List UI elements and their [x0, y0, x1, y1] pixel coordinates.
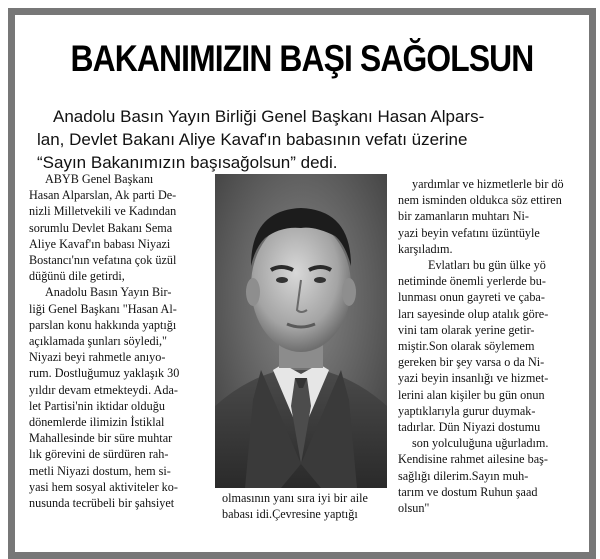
- text-line: olmasının yanı sıra iyi bir aile: [222, 491, 368, 505]
- text-line: lık görevini de sürdüren rah-: [29, 447, 169, 462]
- text-line: yasi hem sosyal aktiviteler ko-: [29, 479, 178, 494]
- text-line: sorumlu Devlet Bakanı Sema: [29, 220, 173, 235]
- text-line: karşıladım.: [398, 241, 453, 256]
- portrait-photo: [215, 174, 387, 488]
- text-line: metli Niyazi dostum, hem si-: [29, 463, 171, 478]
- text-line: lerini alan kişiler bu gün onun: [398, 387, 545, 402]
- text-line: vini tam olarak yerine getir-: [398, 322, 535, 337]
- text-line: yardımlar ve hizmetlerle bir dö: [412, 177, 564, 191]
- text-line: Bostancı'nın vefatına çok üzül: [29, 253, 177, 268]
- text-line: nizli Milletvekili ve Kadından: [29, 204, 177, 219]
- text-line: Niyazi beyi rahmetle anıyo-: [29, 350, 166, 365]
- text-line: ları sayesinde olup atalık göre-: [398, 306, 549, 321]
- text-line: yazi beyin vefatını üzüntüyle: [398, 225, 540, 240]
- text-line: sağlığı dilerim.Sayın muh-: [398, 468, 529, 483]
- column-1: [29, 171, 211, 511]
- text-line: bir zamanların muhtarı Ni-: [398, 209, 529, 224]
- text-line: lunması onun gayreti ve çaba-: [398, 290, 545, 305]
- text-line: Mahallesinde bir süre muhtar: [29, 431, 173, 446]
- text-line: olsun": [398, 501, 430, 516]
- column-3: [398, 176, 573, 516]
- lead-line: “Sayın Bakanımızın başısağolsun” dedi.: [37, 153, 338, 172]
- lead-paragraph: [37, 105, 577, 174]
- text-line: Anadolu Basın Yayın Bir-: [45, 285, 172, 300]
- text-line: nem isminden oldukca söz ettiren: [398, 193, 562, 208]
- text-line: yıldır devam etmekteydi. Ada-: [29, 382, 178, 397]
- lead-line: Anadolu Basın Yayın Birliği Genel Başkanı Hasan Alpars-: [53, 107, 485, 126]
- text-line: Evlatları bu gün ülke yö: [428, 258, 546, 273]
- text-line: yazi beyin insanlığı ve hizmet-: [398, 371, 549, 386]
- text-line: son yolculuğuna uğurladım.: [412, 436, 549, 451]
- text-line: rum. Dostluğumuz yaklaşık 30: [29, 366, 180, 381]
- text-line: yaptıklarıyla gurur duymak-: [398, 403, 536, 418]
- text-line: açıklamada şunları söyledi,": [29, 334, 167, 349]
- text-line: dönemlerde ilimizin İstiklal: [29, 415, 165, 430]
- text-line: düğünü dile getirdi,: [29, 269, 125, 284]
- text-line: Aliye Kavaf'ın babası Niyazi: [29, 236, 171, 251]
- text-line: tadırlar. Dün Niyazi dostumu: [398, 420, 541, 435]
- text-line: miştir.Son olarak söylemem: [398, 339, 535, 354]
- text-line: netiminde önemli yerlerde bu-: [398, 274, 546, 289]
- text-line: nusunda tecrübeli bir şahsiyet: [29, 496, 175, 511]
- photo-adjacent-text: [222, 490, 390, 522]
- text-line: babası idi.Çevresine yaptığı: [222, 507, 358, 522]
- text-line: gereken bir şey varsa o da Ni-: [398, 355, 545, 370]
- text-line: parslan konu hakkında yaptığı: [29, 317, 177, 332]
- text-line: Hasan Alparslan, Ak parti De-: [29, 188, 177, 203]
- text-line: tarım ve dostum Ruhun şaad: [398, 484, 538, 499]
- text-line: let Partisi'nin iktidar olduğu: [29, 398, 165, 413]
- text-line: ABYB Genel Başkanı: [45, 172, 154, 186]
- text-line: liği Genel Başkanı "Hasan Al-: [29, 301, 177, 316]
- lead-line: lan, Devlet Bakanı Aliye Kavaf'ın babasının vefatı üzerine: [37, 130, 468, 149]
- headline: BAKANIMIZIN BAŞI SAĞOLSUN: [70, 38, 534, 79]
- text-line: Kendisine rahmet ailesine baş-: [398, 452, 548, 467]
